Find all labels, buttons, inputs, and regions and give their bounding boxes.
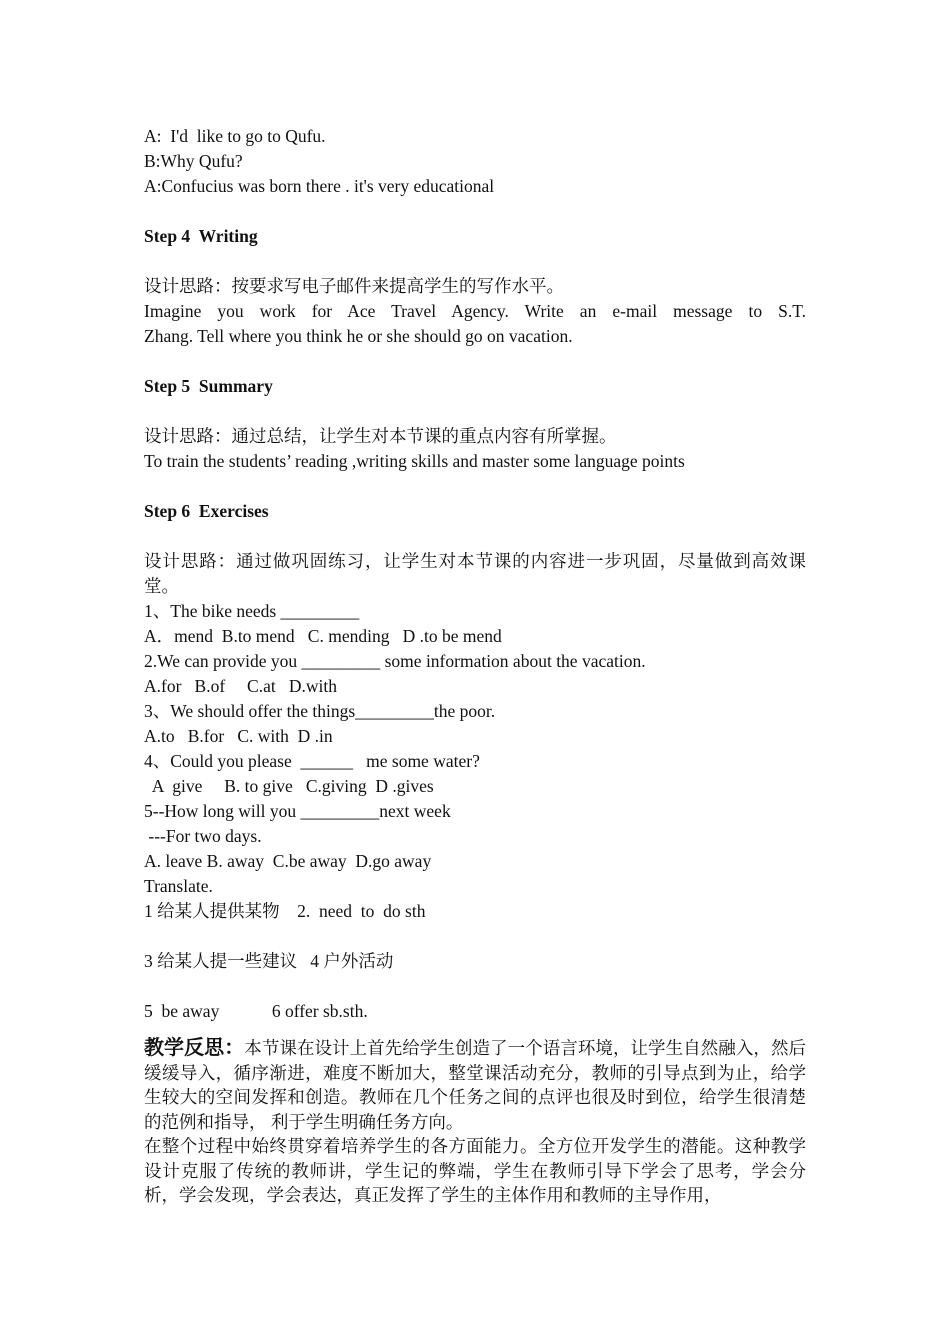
spacer <box>144 974 806 999</box>
step4-task-line-2: Zhang. Tell where you think he or she should go on vacation. <box>144 326 573 346</box>
exercise-line: 2.We can provide you _________ some information about the vacation. <box>144 651 646 671</box>
step6-heading: Step 6 Exercises <box>144 501 269 521</box>
exercise-line: A．mend B.to mend C. mending D .to be mend <box>144 626 502 646</box>
reflection-text-1: 本节课在设计上首先给学生创造了一个语言环境，让学生自然融入，然后缓缓导入，循序渐进，难度不断加大，整堂课活动充分，教师的引导点到为止，给学生较大的空间发挥和创造。教师在几个任务之间的点评也很及时到位，给学生很清楚的范例和指导， 利于学生明确任务方向。 <box>144 1038 807 1132</box>
step5-goal: To train the students’ reading ,writing skills and master some language points <box>144 451 685 471</box>
spacer <box>144 349 806 374</box>
dialogue-line-2: B:Why Qufu? <box>144 151 243 171</box>
exercise-line: ---For two days. <box>144 826 262 846</box>
dialogue-line-3: A:Confucius was born there . it's very educational <box>144 176 495 196</box>
exercise-line: 1、The bike needs _________ <box>144 601 360 621</box>
exercise-line: A. leave B. away C.be away D.go away <box>144 851 432 871</box>
exercise-line: A give B. to give C.giving D .gives <box>144 776 434 796</box>
reflection-paragraph-2: 在整个过程中始终贯穿着培养学生的各方面能力。全方位开发学生的潜能。这种教学设计克服了传统的教师讲，学生记的弊端，学生在教师引导下学会了思考，学会分析，学会发现，学会表达，真正发挥了学生的主体作用和教师的主导作用， <box>144 1136 806 1205</box>
exercise-line: A.to B.for C. with D .in <box>144 726 333 746</box>
step6-design-idea: 设计思路：通过做巩固练习，让学生对本节课的内容进一步巩固，尽量做到高效课堂。 <box>144 551 806 596</box>
exercise-line: 4、Could you please ______ me some water? <box>144 751 480 771</box>
reflection-paragraph-1 <box>144 1036 806 1134</box>
spacer <box>144 399 806 424</box>
exercise-line: 5--How long will you _________next week <box>144 801 451 821</box>
translate-item-row: 5 be away 6 offer sb.sth. <box>144 1001 368 1021</box>
step5-design-idea: 设计思路：通过总结，让学生对本节课的重点内容有所掌握。 <box>144 426 617 446</box>
spacer <box>144 1024 806 1036</box>
exercise-line: A.for B.of C.at D.with <box>144 676 337 696</box>
exercise-line: 3、We should offer the things_________the poor. <box>144 701 496 721</box>
spacer <box>144 199 806 224</box>
step5-heading: Step 5 Summary <box>144 376 273 396</box>
reflection-heading: 教学反思： <box>144 1037 245 1059</box>
translate-item-row: 3 给某人提一些建议 4 户外活动 <box>144 951 394 971</box>
spacer <box>144 474 806 499</box>
spacer <box>144 924 806 949</box>
spacer <box>144 249 806 274</box>
spacer <box>144 524 806 549</box>
translate-item-row: 1 给某人提供某物 2. need to do sth <box>144 901 426 921</box>
step4-design-idea: 设计思路：按要求写电子邮件来提高学生的写作水平。 <box>144 276 564 296</box>
dialogue-line-1: A: I'd like to go to Qufu. <box>144 126 326 146</box>
document-page <box>144 124 806 1208</box>
step4-heading: Step 4 Writing <box>144 226 258 246</box>
step4-task-line-1: Imagine you work for Ace Travel Agency. Write an e-mail message to S.T. <box>144 301 806 321</box>
translate-label: Translate. <box>144 876 213 896</box>
